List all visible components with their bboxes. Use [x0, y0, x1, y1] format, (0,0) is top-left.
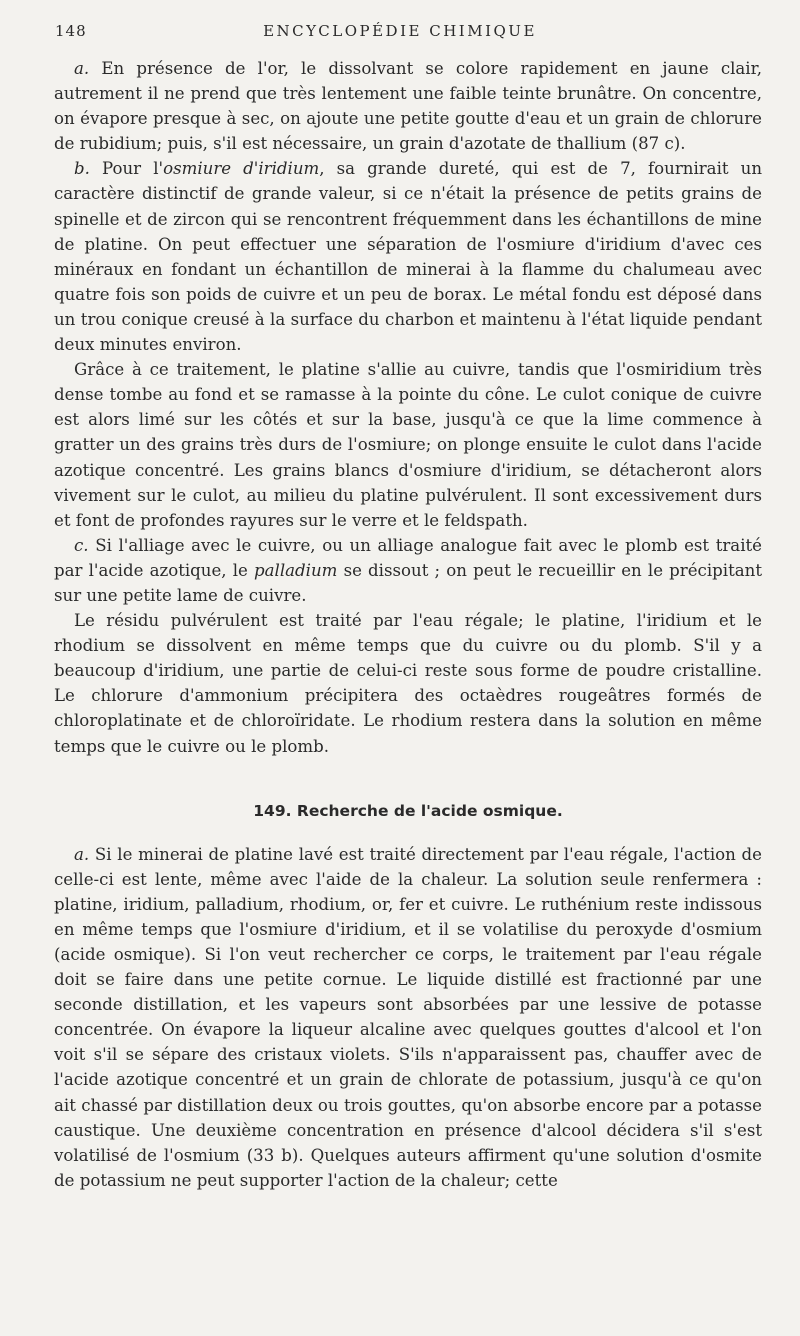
- paragraph-label: a.: [74, 59, 90, 78]
- running-title: ENCYCLOPÉDIE CHIMIQUE: [263, 22, 537, 40]
- paragraph-label: b.: [74, 159, 90, 179]
- paragraph-osmiridium: [54, 357, 762, 533]
- paragraph-text: Le résidu pulvérulent est traité par l'eau régale; le platine, l'iridium et le rhodium se dissolvent en même temps que du cuivre ou du plomb. S'il y a beaucoup d'iridium, une partie de celui-ci reste sous forme de poudre cristalline. Le chlorure d'ammonium précipitera des octaèdres rougeâtres formés de chloroplatinate et de chloroïridate. Le rhodium restera dans la solution en même temps que le cuivre ou le plomb.: [54, 611, 762, 756]
- paragraph-residu: [54, 608, 762, 759]
- paragraph-c-palladium: [54, 533, 762, 608]
- page-number: 148: [55, 22, 87, 40]
- paragraph-text-pre: Si l'alliage avec le cuivre, ou un alliage analogue fait avec le plomb est traité par l'acide azotique, le: [54, 535, 762, 580]
- paragraph-text-post: se dissout ; on peut le recueillir en le précipitant sur une petite lame de cuivre.: [54, 560, 762, 605]
- paragraph-text: Si le minerai de platine lavé est traité directement par l'eau régale, l'action de celle-ci est lente, même avec l'aide de la chaleur. La solution seule renfermera : platine, iridium, palladium, rhodium, or, fer et cuivre. Le ruthénium reste indissous en même temps que l'osmiure d'iridium, et il se volatilise du peroxyde d'osmium (acide osmique). Si l'on veut rechercher ce corps, le traitement par l'eau régale doit se faire dans une petite cornue. Le liquide distillé est fractionné par une seconde distillation, et les vapeurs sont absorbées par une lessive de potasse concentrée. On évapore la liqueur alcaline avec quelques gouttes d'alcool et l'on voit s'il se sépare des cristaux violets. S'ils n'apparaissent pas, chauffer avec de l'acide azotique concentré et un grain de chlorate de potassium, jusqu'à ce qu'on ait chassé par distillation deux ou trois gouttes, qu'on absorbe encore par a potasse caustique. Une deuxième concentration en présence d'alcool décidera s'il s'est volatilisé de l'osmium (33 b). Quelques auteurs affirment qu'une solution d'osmite de potassium ne peut supporter l'action de la chaleur; cette: [54, 844, 762, 1190]
- paragraph-term-osmiure: osmiure d'iridium: [163, 159, 320, 179]
- section-heading: 149. Recherche de l'acide osmique.: [253, 801, 563, 820]
- paragraph-a-acide-osmique: [54, 842, 762, 1193]
- paragraph-a-gold: [54, 56, 762, 156]
- page-body: [54, 56, 762, 1193]
- paragraph-label: a.: [74, 844, 90, 864]
- paragraph-text: Grâce à ce traitement, le platine s'allie au cuivre, tandis que l'osmiridium très dense tombe au fond et se ramasse à la pointe du cône. Le culot conique de cuivre est alors limé sur les côtés et sur la base, jusqu'à ce que la lime commence à gratter un des grains très durs de l'osmiure; on plonge ensuite le culot dans l'acide azotique concentré. Les grains blancs d'osmiure d'iridium, se détacheront alors vivement sur le culot, au milieu du platine pulvérulent. Il sont excessivement durs et font de profondes rayures sur le verre et le feldspath.: [54, 360, 762, 530]
- paragraph-label: c.: [74, 535, 89, 555]
- paragraph-text: En présence de l'or, le dissolvant se colore rapidement en jaune clair, autrement il ne prend que très lentement une faible teinte brunâtre. On concentre, on évapore presque à sec, on ajoute une petite goutte d'eau et un grain de chlorure de rubidium; puis, s'il est nécessaire, un grain d'azotate de thallium (87 c).: [54, 59, 762, 154]
- page-header: [0, 22, 800, 46]
- paragraph-text-post: , sa grande dureté, qui est de 7, fournirait un caractère distinctif de grande valeur, si ce n'était la présence de petits grains de spinelle et de zircon qui se rencontrent fréquemment dans les échantillons de mine de platine. On peut effectuer une séparation de l'osmiure d'iridium d'avec ces minéraux en fondant un échantillon de minerai à la flamme du chalumeau avec quatre fois son poids de cuivre et un peu de borax. Le métal fondu est déposé dans un trou conique creusé à la surface du charbon et maintenu à l'état liquide pendant deux minutes environ.: [54, 159, 763, 355]
- paragraph-term-palladium: palladium: [254, 560, 338, 580]
- paragraph-text-pre: Pour l': [102, 159, 164, 179]
- paragraph-b-osmiure: [54, 156, 762, 357]
